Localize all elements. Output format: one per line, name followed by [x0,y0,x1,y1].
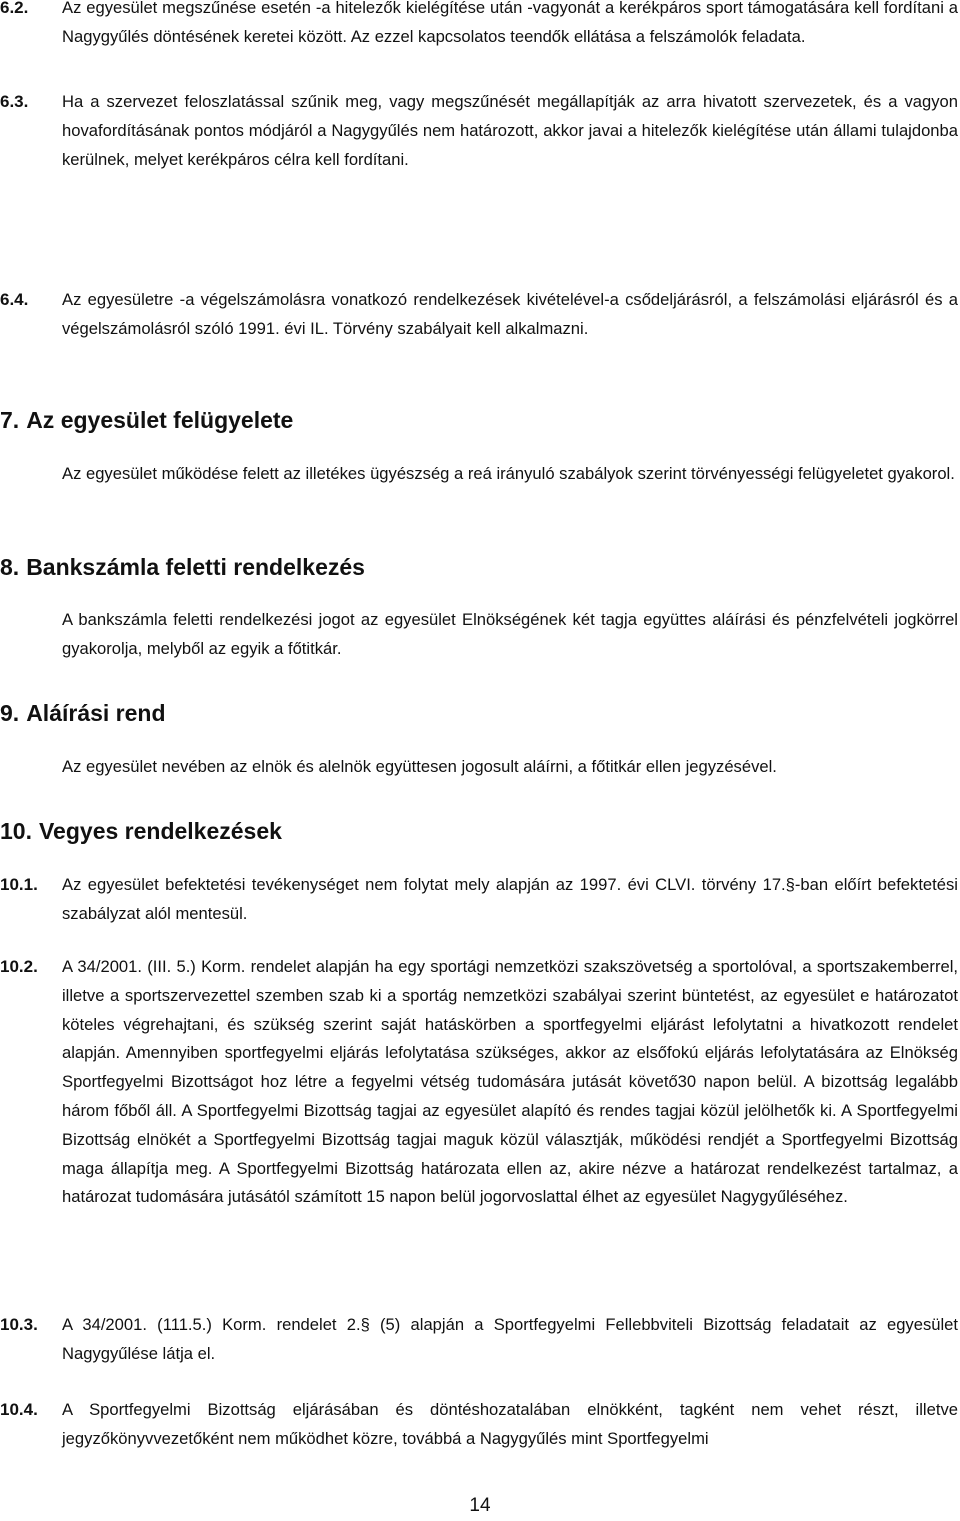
section-heading-10 [0,816,282,846]
section-heading-9 [0,698,166,728]
paragraph-6-3 [0,88,958,174]
paragraph-number: 6.4. [0,290,29,309]
paragraph-10-2 [0,953,958,1212]
paragraph-number: 10.4. [0,1400,38,1419]
section-title: Vegyes rendelkezések [38,818,282,844]
paragraph-number: 10.1. [0,875,38,894]
paragraph-6-4 [0,286,958,344]
section-7-body [0,460,958,489]
paragraph-text: A 34/2001. (III. 5.) Korm. rendelet alapján ha egy sportági nemzetközi szakszövetség a sportolóval, a sportszakemberrel, illetve a sportszervezettel szemben szab ki a sportág nemzetközi szabályai szerint büntetést, az egyesület e határozatot köteles végrehajtani, és szükség szerint saját hatáskörben a sportfegyelmi eljárást lefolytatni a hivatkozott rendelet alapján. Amennyiben sportfegyelmi eljárás lefolytatása szükséges, akkor az elsőfokú eljárás lefolytatására az Elnökség Sportfegyelmi Bizottságot hoz létre a fegyelmi vétség tudomására jutását követő30 napon belül. A bizottság legalább három főből áll. A Sportfegyelmi Bizottság tagjai az egyesület alapító és rendes tagjai közül jelölhetők ki. A Sportfegyelmi Bizottság elnökét a Sportfegyelmi Bizottság tagjai maguk közül választják, működési rendjét a Sportfegyelmi Bizottság maga állapítja meg. A Sportfegyelmi Bizottság határozata ellen az, akire nézve a határozat rendelkezést tartalmaz, a határozat tudomására jutásától számított 15 napon belül jogorvoslattal élhet az egyesület Nagygyűléséhez. [62,957,958,1207]
paragraph-10-4 [0,1396,958,1454]
paragraph-text: Az egyesület befektetési tevékenységet nem folytat mely alapján az 1997. évi CLVI. törvény 17.§-ban előírt befektetési szabályzat alól mentesül. [62,875,958,923]
paragraph-number: 6.2. [0,0,29,17]
paragraph-text: Az egyesületre -a végelszámolásra vonatkozó rendelkezések kivételével-a csődeljárásról, a felszámolási eljárásról és a végelszámolásról szóló 1991. évi IL. Törvény szabályait kell alkalmazni. [62,290,958,338]
section-heading-7 [0,405,293,435]
section-title: Bankszámla feletti rendelkezés [26,554,365,580]
paragraph-text: A Sportfegyelmi Bizottság eljárásában és döntéshozatalában elnökként, tagként nem vehet részt, illetve jegyzőkönyvvezetőként nem működhet közre, továbbá a Nagygyűlés mint Sportfegyelmi [62,1400,958,1448]
paragraph-text: Az egyesület megszűnése esetén -a hitelezők kielégítése után -vagyonát a kerékpáros sport támogatására kell fordítani a Nagygyűlés döntésének keretei között. Az ezzel kapcsolatos teendők ellátása a felszámolók feladata. [62,0,958,46]
page-number: 14 [469,1495,491,1516]
section-number: 10. [0,818,32,844]
section-text: Az egyesület nevében az elnök és alelnök együttesen jogosult aláírni, a főtitkár ellen jegyzésével. [62,757,777,776]
section-number: 7. [0,407,20,433]
section-number: 8. [0,554,20,580]
paragraph-10-1 [0,871,958,929]
section-8-body [0,606,958,664]
section-title: Aláírási rend [26,700,166,726]
section-number: 9. [0,700,20,726]
section-title: Az egyesület felügyelete [26,407,294,433]
section-heading-8 [0,552,365,582]
paragraph-number: 10.2. [0,957,38,976]
section-text: A bankszámla feletti rendelkezési jogot az egyesület Elnökségének két tagja együttes aláírási és pénzfelvételi jogkörrel gyakorolja, melyből az egyik a főtitkár. [62,610,958,658]
paragraph-6-2 [0,0,958,52]
paragraph-number: 6.3. [0,92,29,111]
paragraph-number: 10.3. [0,1315,38,1334]
paragraph-text: A 34/2001. (111.5.) Korm. rendelet 2.§ (5) alapján a Sportfegyelmi Fellebbviteli Bizottság feladatait az egyesület Nagygyűlése látja el. [62,1315,958,1363]
section-text: Az egyesület működése felett az illetékes ügyészség a reá irányuló szabályok szerint törvényességi felügyeletet gyakorol. [62,464,955,483]
paragraph-text: Ha a szervezet feloszlatással szűnik meg, vagy megszűnését megállapítják az arra hivatott szervezetek, és a vagyon hovafordításának pontos módjáról a Nagygyűlés nem határozott, akkor javai a hitelezők kielégítése után állami tulajdonba kerülnek, melyet kerékpáros célra kell fordítani. [62,92,958,169]
section-9-body [0,753,958,782]
paragraph-10-3 [0,1311,958,1369]
